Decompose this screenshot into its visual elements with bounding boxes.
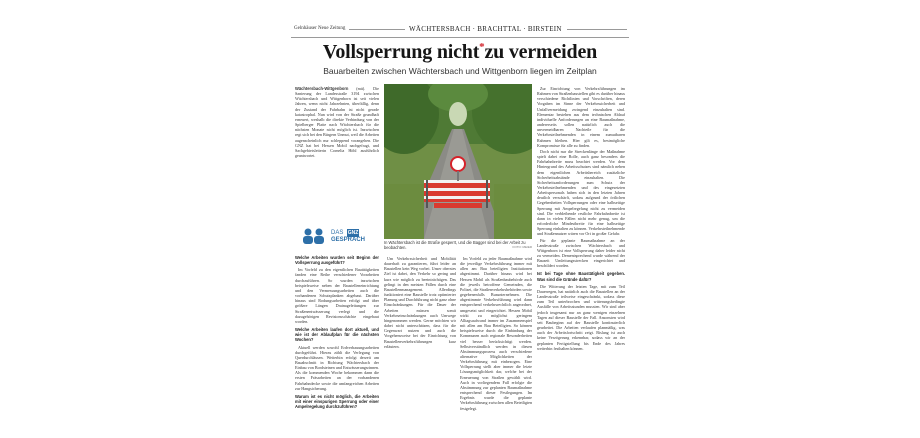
question-1: Welche Arbeiten wurden seit Beginn der Vollsperrung ausgeführt? (295, 255, 379, 266)
photo-caption (384, 240, 532, 250)
gnz-gespraech-logo (297, 227, 367, 247)
gz-label-gespraech: GESPRÄCH (331, 237, 366, 243)
photo-caption-text: In Wächtersbach ist die Straße gesperrt, und die Bagger sind bei der Arbeit zu beobachten. (384, 240, 526, 250)
column-3-body (460, 256, 532, 438)
column-2-body (384, 256, 456, 438)
intro-text: (mü). Die Sanierung der Landesstraße 3194 zwischen Wächtersbach und Wittgenborn ist seit vielen Jahren, wenn nicht Jahrzehnten, überfällig, denn der Zustand der Fahrbahn ist nicht gerade katastrophal. Nun wird von der Straße grundhaft erneuert, weshalb die direkte Verbindung von der Spielberger Platte nach Wächtersbach für die nächsten Monate nicht möglich ist. Inzwischen regt sich bei den Bürgern Unmut, weil die Arbeiten augenscheinlich nur schleppend vorangehen. Die GNZ hat bei Hessen Mobil nachgefragt, und Sachgebietsleiterin Cornelia Höhl ausführlich geantwortet. (295, 86, 379, 159)
answer-3c: Zur Einrichtung von Verkehrsführungen im Rahmen von Straßenbaustellen gibt es darüber hinaus verschiedene Richtlinien und Vorschriften, deren Vorgaben im Sinne der Verkehrssicherheit und Unfallvermeidung zwingend einzuhalten sind. Elementar bestehen aus dem technischen Ablauf individuelle Anforderungen an eine Baumaßnahme, andererseits sollen natürlich auch die unvermeidbaren Nachteile für die Verkehrsteilnehmenden in einem zumutbaren Rahmen bleiben. Hier gilt es, bestmögliche Kompromisse für alle zu finden. (537, 86, 625, 148)
gz-label-das: DAS (331, 230, 344, 236)
answer-1: Im Vorfeld zu den eigentlichen Bautätigkeiten fanden eine Reihe verschiedener Vorarbeiten durchzuführen. So wurden inzwischen beispielsweise neben der Baustelleneinrichtung und den Vermessungsarbeiten auch die vorhandenen Schutzplanken abgebaut. Darüber hinaus sind Rodungsarbeiten erfolgt und über größere Längen Drainageleitungen zur Straßenentwässerung verlegt und die dazugehörigen Revisionsschächte eingebaut worden. (295, 267, 379, 324)
answer-4: Doch nicht nur die Streckenlänge der Maßnahme spielt dabei eine Rolle, auch ganz besonders die Fahrbahnbreite muss beachtet werden. Vor dem Hintergrund des Arbeitsschutzes sind nämlich neben dem eigentlichen Arbeitsbereich zusätzliche Sicherheitsabstände einzuhalten. Die Sicherheitsanforderungen zum Schutz der Verkehrsteilnehmenden und des eingesetzten Arbeitspersonals haben sich in den letzten Jahren deutlich verschärft, sodass aufgrund der örtlichen Gegebenheiten Vollsperrungen oder eine halbseitige Sperrung mit Ampelregelung nicht zu vermeiden sind. Die verbleibende restliche Fahrbahnbreite ist dann in vielen Fällen nicht mehr genug, um die erforderliche Mindestbreite für eine halbseitige Sperrung einhalten zu können. Verkehrsteilnehmende und Straßennutzer wären vor Ort in großer Gefahr. (537, 148, 625, 237)
question-3-start: Warum ist es nicht möglich, die Arbeiten mit einer einspurigen Sperrung oder einer Ampelregelung durchzuführen? (295, 393, 379, 410)
header-rule-right (567, 29, 627, 30)
headline-asterisk: * (479, 41, 485, 53)
article-photo (384, 84, 532, 239)
column-4-body (537, 86, 625, 438)
answer-3: Um Verkehrssicherheit und Mobilität dauerhaft zu garantieren, führt leider an Baustellen kein Weg vorbei. Unser oberstes Ziel ist dabei, den Verkehr so gering und kurz wie möglich zu beeinträchtigen. Das gelingt in den meisten Fällen durch eine Baustellenmanagement. Allerdings funktioniert eine Baustelle trotz optimierter Planung und Durchführung nicht ganz ohne Einschränkungen. Für die Dauer der Arbeiten müssen somit Verkehrseinschränkungen auch Umwege hingenommen werden. Gerne möchten wir dabei nicht unterschätzen, dass für die Gegenwart nutzen und auch die Vorgehensweise bei der Einrichtung von Baustellenverkehrsführungen kurz erläutern. (384, 256, 456, 349)
article-headline (291, 41, 629, 64)
answer-3b: Im Vorfeld zu jeder Baumaßnahme wird die jeweilige Verkehrsführung immer mit allen am Bau beteiligten Institutionen abgestimmt. Darüber hinaus wird bei Hessen Mobil als Straßenbaubehörde auch die jeweils betroffene Gemeinden, die Polizei, die Straßenverkehrsbehörden sowie gegebenenfalls Busunternehmen. Die abgestimmte Verkehrsführung wird dann entsprechend verkehrsrechtlich angeordnet, umgesetzt und eingerichtet. Hessen Mobil wirkt zu möglichst geringem Alltagsaufwand immer im Zusammenspiel mit allen am Bau Beteiligten. So können beispielsweise durch die Einbindung der Kommunen auch regionale Besonderheiten viel besser berücksichtigt werden. Selbstverständlich werden in diesen Abstimmungsprozess auch verschiedene alternative Möglichkeiten der Verkehrsführung mit einbezogen. Eine Vollsperrung stellt aber immer die letzte Lösungsmöglichkeit dar, welche bei der Erneuerung von Straßen gewählt wird. Auch in vorliegendem Fall erfolgte die Abstimmung zur geplanten Baumaßnahme entsprechend dieser Festlegungen. Im Ergebnis wurde die geplante Verkehrsführung zwischen allen Beteiligten festgelegt. (460, 256, 532, 411)
headline-part-2: zu vermeiden (484, 41, 598, 63)
page-header (291, 24, 629, 38)
question-5: Ist bei Tage ohne Baustätigkeit gegeben. Was sind die Gründe dafür? (537, 271, 625, 282)
answer-2: Aktuell werden sowohl Erdverbauungsarbeiten durchgeführt. Hierzu zählt die Verlegung von Querdurchlässen. Weiterhin erfolgt derzeit am Bauabschnitt in Richtung Wächtersbach der Einbau von Bordsteinen und Entwässerungsrinnen. Als die kommenden Woche bekommen dann die ersten Fräsarbeiten an der vorhandenen Fahrbahndecke sowie die umfangreichen Arbeiten zur Hangsicherung. (295, 344, 379, 391)
answer-4b: Für die geplante Baumaßnahme an der Landesstraße zwischen Wächtersbach und Wittgenborn ist eine Vollsperrung daher leider nicht zu vermeiden. Dementsprechend wurde während der Bauzeit Umleitungsstrecken eingerichtet und beschildert worden. (537, 237, 625, 269)
road-closure-photo (384, 84, 532, 239)
interview-people-icon (297, 227, 329, 245)
gz-badge: GNZ (347, 230, 359, 236)
newspaper-page (291, 24, 629, 438)
intro-dateline: Wächtersbach-Wittgenborn (295, 86, 349, 91)
column-1-body (295, 252, 379, 438)
article-subheadline: Bauarbeiten zwischen Wächtersbach und Wittgenborn liegen im Zeitplan (323, 66, 597, 76)
headline-part-1: Vollsperrung nicht (322, 41, 480, 63)
question-2: Welche Arbeiten laufen dort aktuell, und wie ist der Ablaufplan für die nächsten Wochen? (295, 327, 379, 343)
column-1-intro (295, 86, 379, 226)
paper-name: Gelnhäuser Neue Zeitung (294, 26, 346, 31)
header-rule-left (349, 29, 405, 30)
department-title: WÄCHTERSBACH · BRACHTTAL · BIRSTEIN (409, 25, 562, 33)
answer-5: Die Witterung der letzten Tage, mit zum Teil Dauerregen, hat natürlich auch die Baustellen an der Landesstraße teilweise eingeschränkt, sodass diese zum Teil unterbrochen und witterungsbedingte Ausfälle von Arbeitsstunden mussten. Wir sind aber jedoch insgesamt nur an ganz wenigen einzelnen Tagen auf dieser Baustelle der Fall. Ansonsten wird seit Baubeginn auf der Baustelle kontinuierlich gearbeitet. Die Arbeiten verlaufen planmäßig, was auch der Arbeitsfortschritt zeigt. Bislang ist auch keine Verzögerung erkennbar, sodass wir an der geplanten Fertigstellung bis Ende des Jahres weiterhin festhalten können. (537, 283, 625, 351)
photo-credit: FOTO: MEIER (512, 245, 532, 249)
